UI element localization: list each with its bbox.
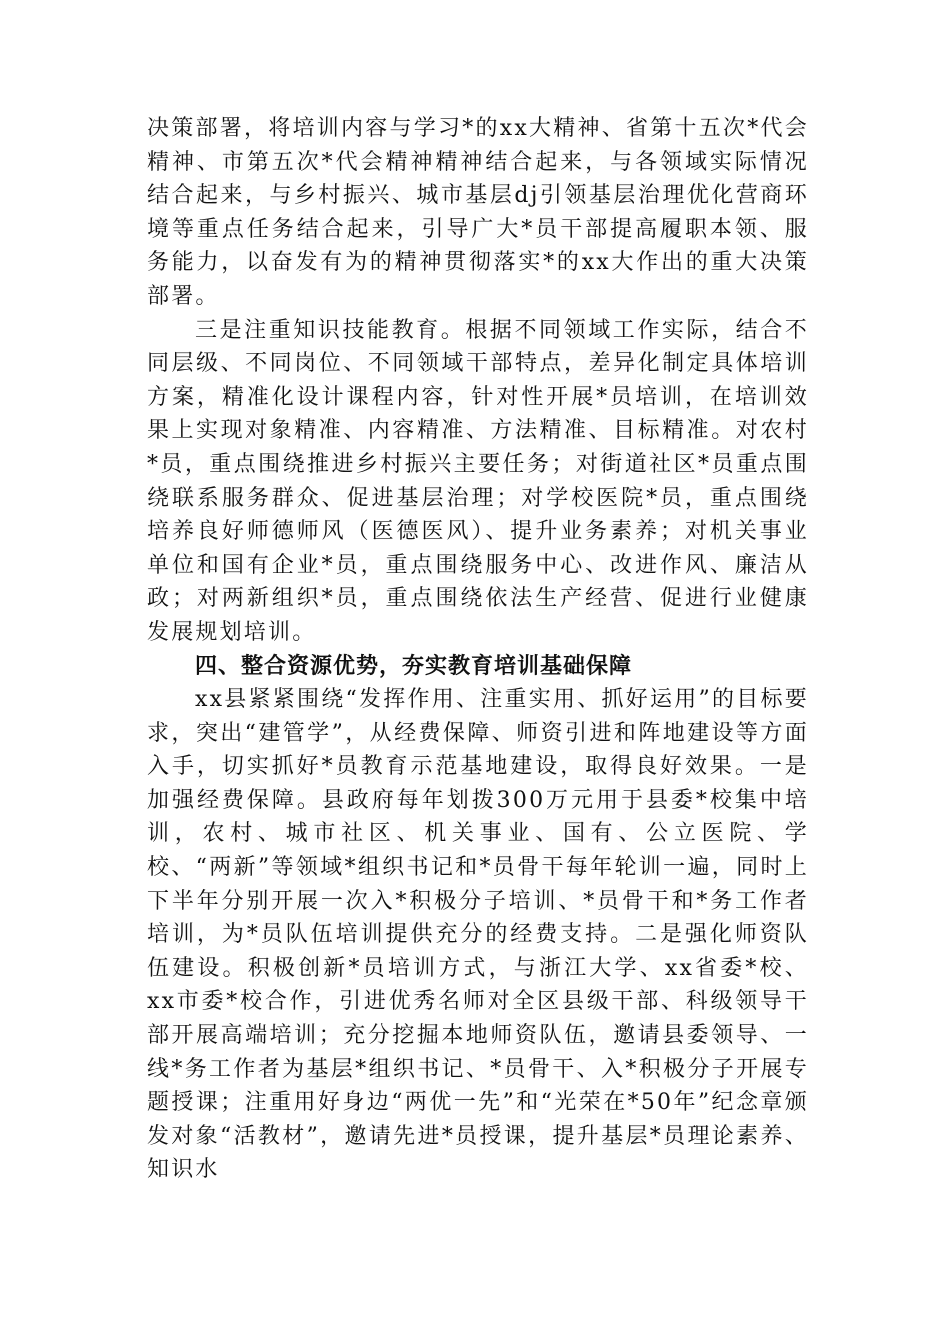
paragraph-resource-integration: xx县紧紧围绕“发挥作用、注重实用、抓好运用”的目标要求，突出“建管学”，从经费保障、师资引进和阵地建设等方面入手，切实抓好*员教育示范基地建设，取得良好效果。一是加强经费保障。县政府每年划拨300万元用于县委*校集中培训，农村、城市社区、机关事业、国有、公立医院、学校、“两新”等领域*组织书记和*员骨干每年轮训一遍，同时上下半年分别开展一次入*积极分子培训、*员骨干和*务工作者培训，为*员队伍培训提供充分的经费支持。二是强化师资队伍建设。积极创新*员培训方式，与浙江大学、xx省委*校、xx市委*校合作，引进优秀名师对全区县级干部、科级领导干部开展高端培训；充分挖掘本地师资队伍，邀请县委领导、一线*务工作者为基层*组织书记、*员骨干、入*积极分子开展专题授课；注重用好身边“两优一先”和“光荣在*50年”纪念章颁发对象“活教材”，邀请先进*员授课，提升基层*员理论素养、知识水: [147, 687, 809, 1183]
paragraph-knowledge-skills: 三是注重知识技能教育。根据不同领域工作实际，结合不同层级、不同岗位、不同领域干部特点，差异化制定具体培训方案，精准化设计课程内容，针对性开展*员培训，在培训效果上实现对象精准、内容精准、方法精准、目标精准。对农村*员，重点围绕推进乡村振兴主要任务；对街道社区*员重点围绕联系服务群众、促进基层治理；对学校医院*员，重点围绕培养良好师德师风（医德医风）、提升业务素养；对机关事业单位和国有企业*员，重点围绕服务中心、改进作风、廉洁从政；对两新组织*员，重点围绕依法生产经营、促进行业健康发展规划培训。: [147, 317, 809, 645]
section-heading-four: 四、整合资源优势，夯实教育培训基础保障: [195, 653, 633, 679]
paragraph-decision-deployment: 决策部署，将培训内容与学习*的xx大精神、省第十五次*代会精神、市第五次*代会精神精神结合起来，与各领域实际情况结合起来，与乡村振兴、城市基层dj引领基层治理优化营商环境等重点任务结合起来，引导广大*员干部提高履职本领、服务能力，以奋发有为的精神贯彻落实*的xx大作出的重大决策部署。: [147, 116, 809, 309]
document-body: [147, 112, 809, 1187]
